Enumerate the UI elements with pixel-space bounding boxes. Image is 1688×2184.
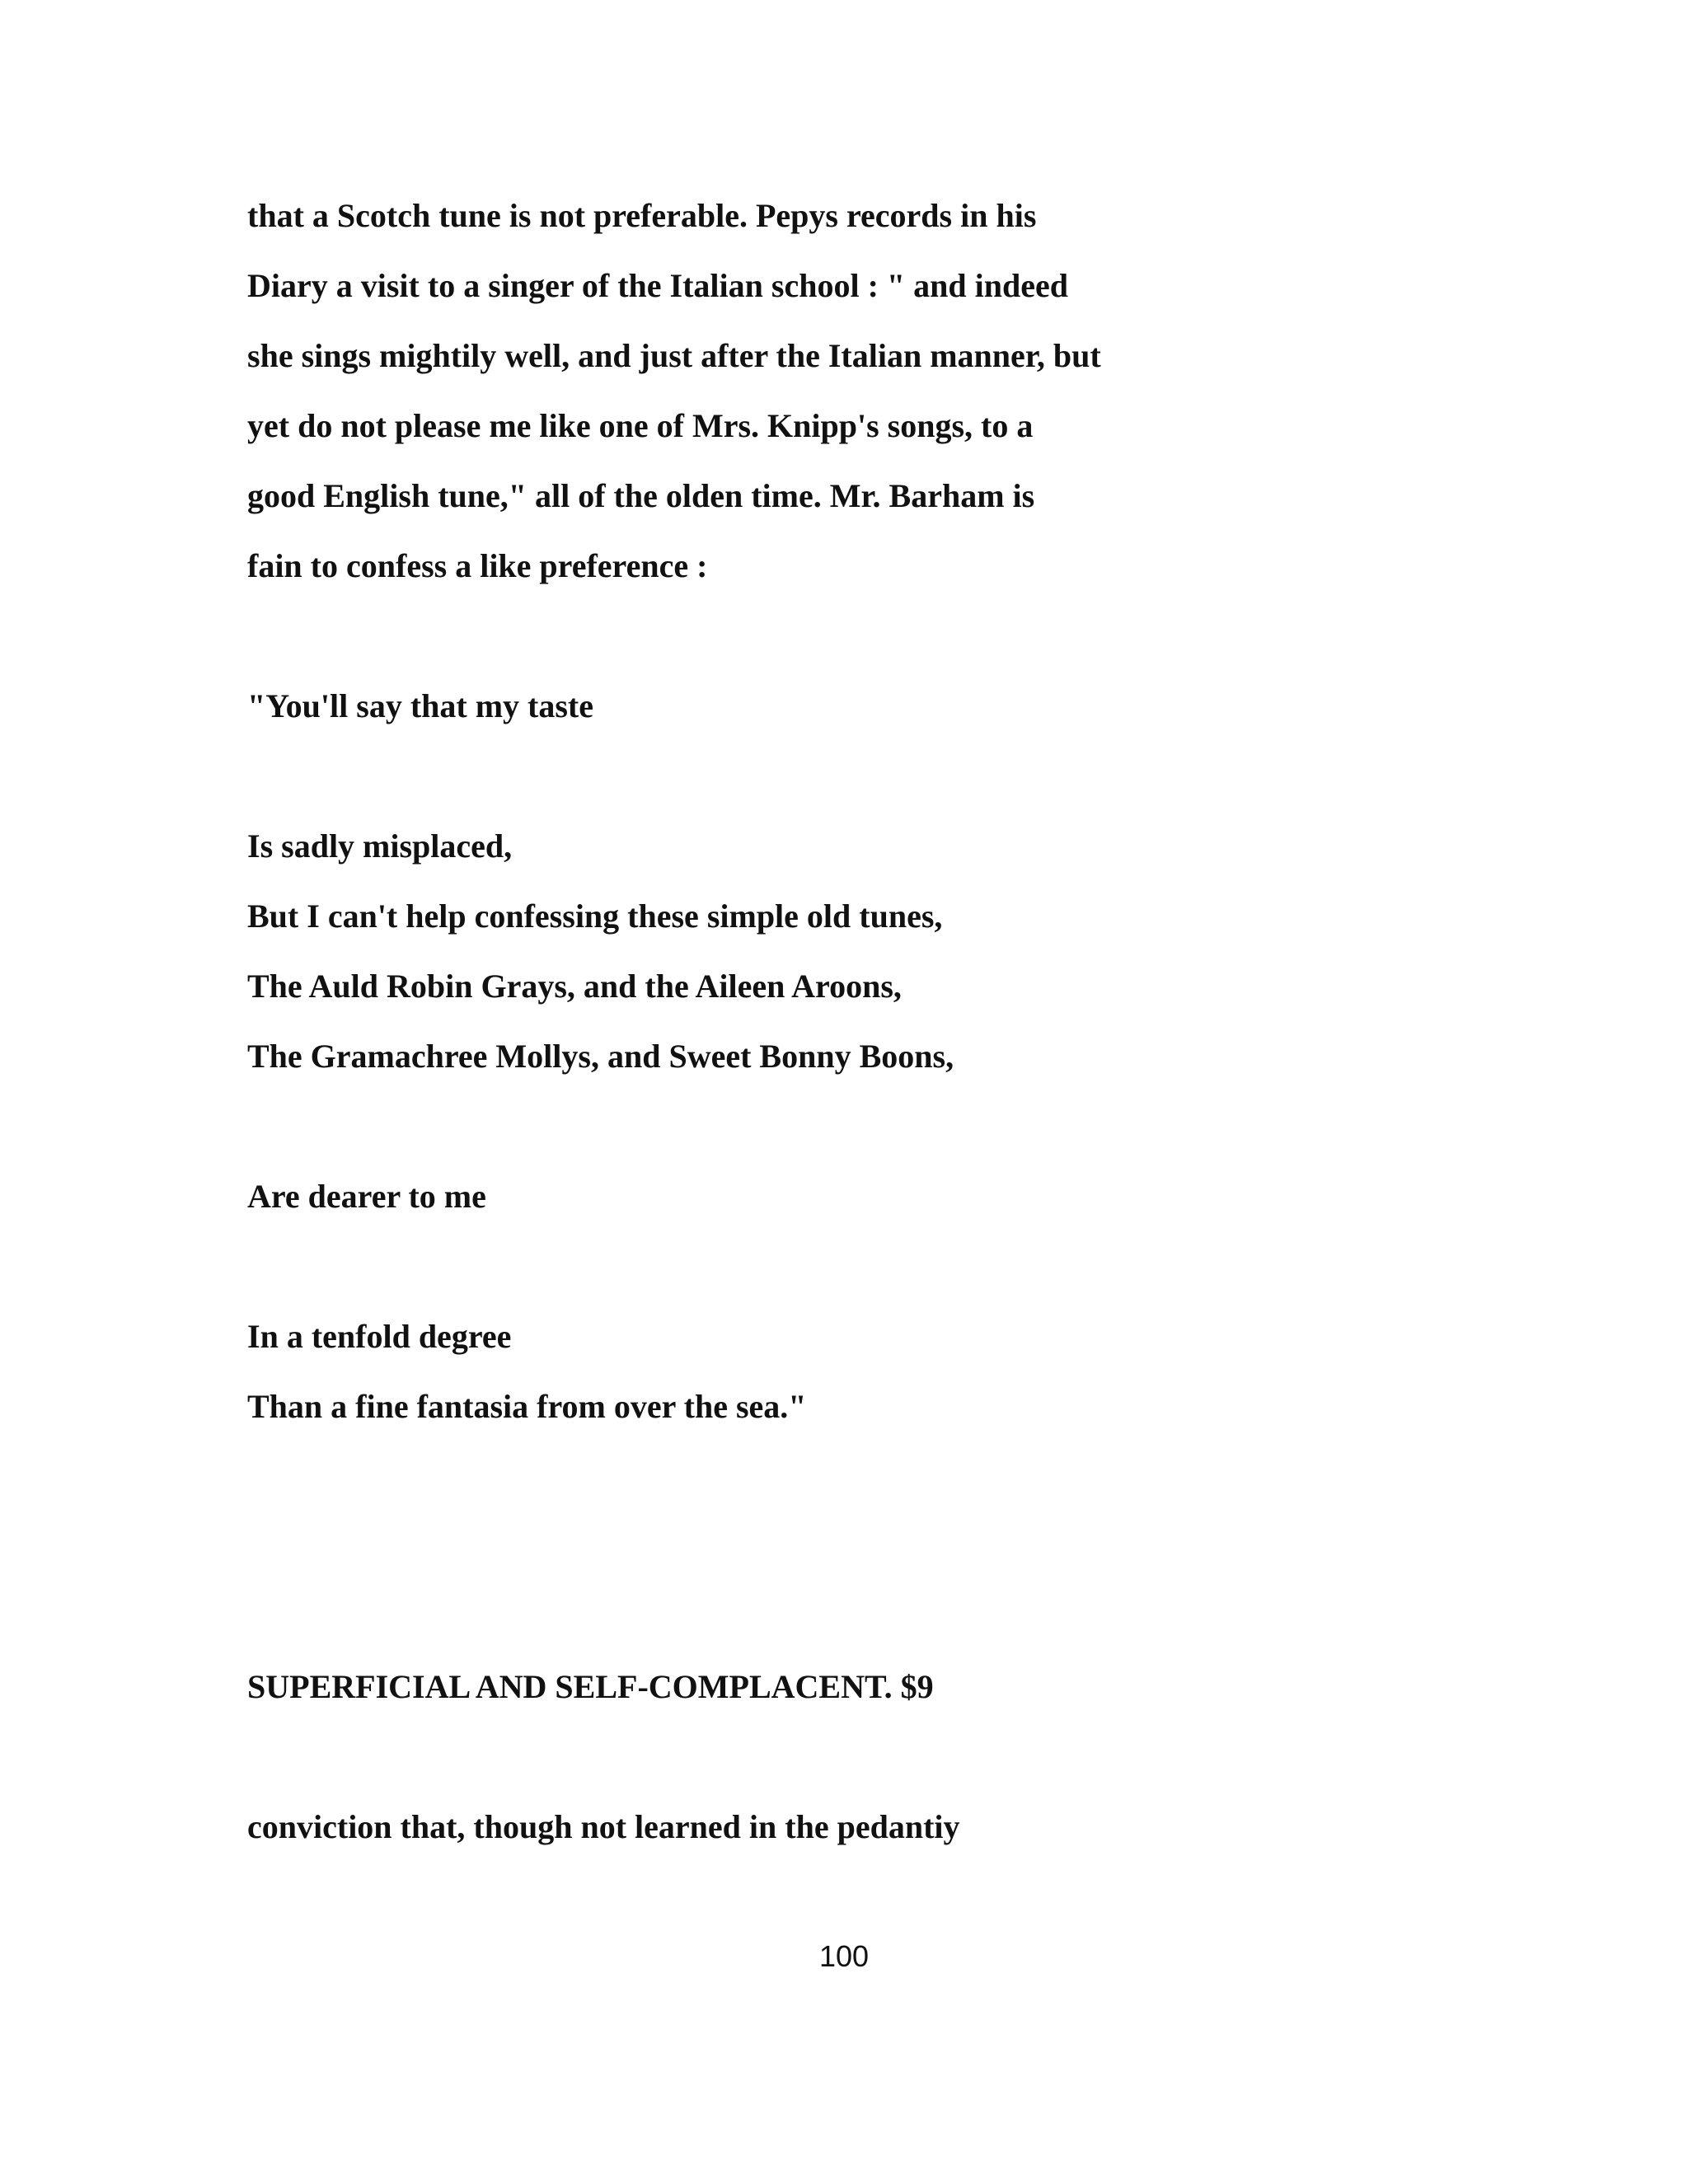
paragraph-line: Diary a visit to a singer of the Italian school : " and indeed	[247, 267, 1068, 304]
verse-line: Than a fine fantasia from over the sea."	[247, 1388, 807, 1425]
paragraph-line: that a Scotch tune is not preferable. Pepys records in his	[247, 197, 1037, 234]
verse-line: The Auld Robin Grays, and the Aileen Aroons,	[247, 968, 902, 1005]
page-number: 100	[818, 1939, 870, 1973]
paragraph-line: she sings mightily well, and just after the Italian manner, but	[247, 337, 1101, 374]
paragraph-line: yet do not please me like one of Mrs. Knipp's songs, to a	[247, 407, 1034, 444]
verse-line: But I can't help confessing these simple old tunes,	[247, 898, 943, 935]
paragraph-line: good English tune," all of the olden time. Mr. Barham is	[247, 477, 1035, 514]
verse-line: Is sadly misplaced,	[247, 827, 513, 865]
continuation-line: conviction that, though not learned in the pedantiy	[247, 1808, 960, 1845]
running-header: SUPERFICIAL AND SELF-COMPLACENT. $9	[247, 1668, 934, 1705]
paragraph-line: fain to confess a like preference :	[247, 547, 708, 584]
verse-line: Are dearer to me	[247, 1178, 486, 1215]
verse-line: In a tenfold degree	[247, 1318, 512, 1355]
verse-line: "You'll say that my taste	[247, 687, 593, 724]
verse-line: The Gramachree Mollys, and Sweet Bonny Boons,	[247, 1038, 954, 1075]
